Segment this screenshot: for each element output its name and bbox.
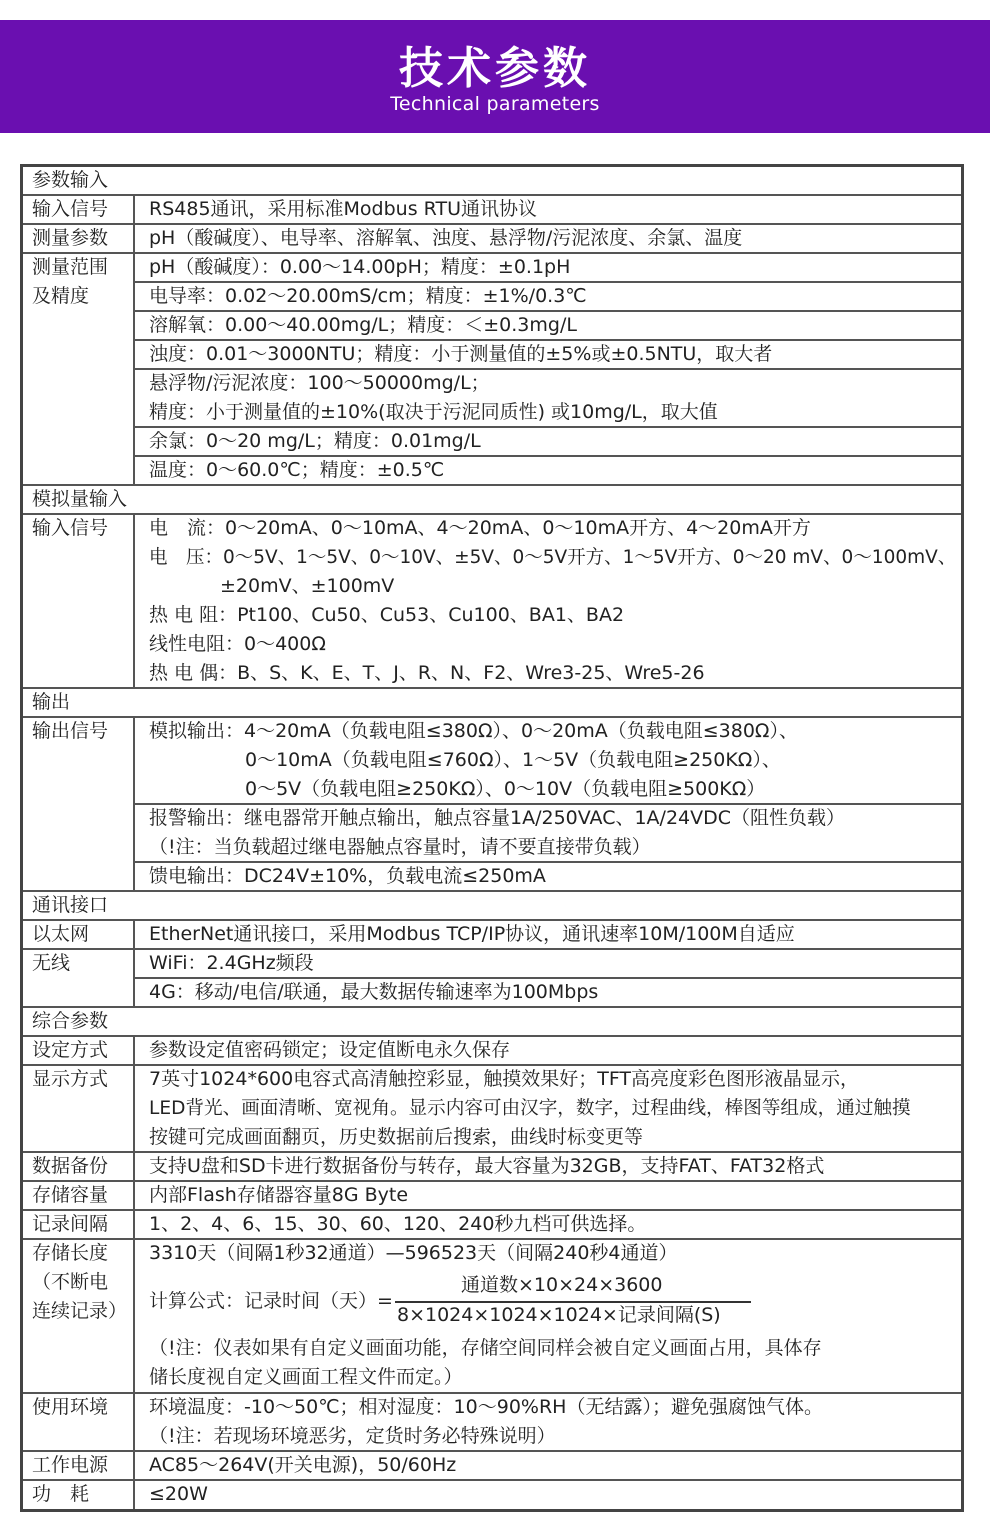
label-setting: 设定方式 [32,1039,109,1061]
label-interval: 记录间隔 [32,1213,109,1235]
section-comm: 通讯接口 [32,894,109,916]
output-line: 报警输出：继电器常开触点输出，触点容量1A/250VAC、1A/24VDC（阻性负载） [149,807,846,829]
range-line: 余氯：0～20 mg/L；精度：0.01mg/L [149,430,481,452]
value-storage: 内部Flash存储器容量8G Byte [149,1184,409,1206]
display-line: 7英寸1024*600电容式高清触控彩显，触摸效果好；TFT高亮度彩色图形液晶显示， [149,1068,860,1090]
page-subtitle: Technical parameters [390,93,600,115]
label-length-3: 连续记录） [32,1300,128,1322]
label-length-2: （不断电 [32,1271,109,1293]
section-output: 输出 [32,691,71,713]
wireless-line: WiFi：2.4GHz频段 [149,952,314,974]
display-line: 按键可完成画面翻页，历史数据前后搜索，曲线时标变更等 [149,1126,644,1148]
length-range: 3310天（间隔1秒32通道）—596523天（间隔240秒4通道） [149,1242,678,1264]
label-measure-params: 测量参数 [32,227,109,249]
value-backup: 支持U盘和SD卡进行数据备份与转存，最大容量为32GB，支持FAT、FAT32格式 [149,1155,825,1177]
length-note: （!注：仪表如果有自定义画面功能，存储空间同样会被自定义画面占用，具体存 [149,1337,822,1359]
range-line: 温度：0～60.0℃；精度：±0.5℃ [149,459,445,481]
formula-denominator: 8×1024×1024×1024×记录间隔(S) [397,1304,721,1326]
value-setting: 参数设定值密码锁定；设定值断电永久保存 [149,1039,511,1061]
output-line: 馈电输出：DC24V±10%，负载电流≤250mA [149,865,546,887]
value-measure-params: pH（酸碱度）、电导率、溶解氧、浊度、悬浮物/污泥浓度、余氯、温度 [149,227,743,249]
label-display: 显示方式 [32,1068,109,1090]
label-power: 工作电源 [32,1454,109,1476]
range-line: 精度：小于测量值的±10%(取决于污泥同质性) 或10mg/L，取大值 [149,401,718,423]
section-analog-input: 模拟量输入 [32,488,128,510]
display-line: LED背光、画面清晰、宽视角。显示内容可由汉字，数字，过程曲线，棒图等组成，通过触摸 [149,1098,911,1119]
page-title: 技术参数 [399,43,591,94]
output-line: 0～10mA（负载电阻≤760Ω）、1～5V（负载电阻≥250KΩ）、 [245,749,781,771]
analog-line: 电 压：0～5V、1～5V、0～10V、±5V、0～5V开方、1～5V开方、0～20 mV、0～100mV、 [149,546,957,568]
range-line: 电导率：0.02～20.00mS/cm；精度：±1%/0.3℃ [149,285,587,307]
label-length: 存储长度 [32,1242,109,1264]
header-banner [0,20,990,133]
spec-table [20,164,964,1512]
label-input-signal: 输入信号 [32,198,109,220]
formula-numerator: 通道数×10×24×3600 [461,1274,663,1296]
range-line: pH（酸碱度）：0.00～14.00pH；精度：±0.1pH [149,256,571,278]
env-line: 环境温度：-10～50℃；相对湿度：10～90%RH（无结露）；避免强腐蚀气体。 [149,1396,823,1418]
analog-line: ±20mV、±100mV [220,575,395,597]
label-ethernet: 以太网 [32,923,90,945]
section-general: 综合参数 [32,1010,109,1032]
wireless-line: 4G：移动/电信/联通，最大数据传输速率为100Mbps [149,981,599,1003]
length-note: 储长度视自定义画面工程文件而定。） [149,1366,463,1388]
value-power: AC85～264V(开关电源)，50/60Hz [149,1454,457,1476]
value-ethernet: EtherNet通讯接口，采用Modbus TCP/IP协议，通讯速率10M/100M自适应 [149,923,795,945]
label-analog-signal: 输入信号 [32,517,109,539]
analog-line: 热 电 阻：Pt100、Cu50、Cu53、Cu100、BA1、BA2 [149,604,625,626]
analog-line: 线性电阻：0～400Ω [149,633,326,655]
label-wireless: 无线 [32,952,71,974]
range-line: 悬浮物/污泥浓度：100～50000mg/L； [149,372,490,394]
section-param-input: 参数输入 [32,169,109,191]
analog-line: 热 电 偶：B、S、K、E、T、J、R、N、F2、Wre3-25、Wre5-26 [149,662,705,684]
env-line: （!注：若现场环境恶劣，定货时务必特殊说明） [149,1425,556,1447]
analog-line: 电 流：0～20mA、0～10mA、4～20mA、0～10mA开方、4～20mA开方 [149,517,811,539]
label-range: 测量范围 [32,256,109,278]
output-line: 0～5V（负载电阻≥250KΩ）、0～10V（负载电阻≥500KΩ） [245,778,766,800]
label-output-signal: 输出信号 [32,720,109,742]
label-backup: 数据备份 [32,1155,109,1177]
value-consumption: ≤20W [149,1483,208,1505]
label-env: 使用环境 [32,1396,109,1418]
label-range-2: 及精度 [32,285,90,307]
output-line: 模拟输出：4～20mA（负载电阻≤380Ω）、0～20mA（负载电阻≤380Ω）、 [149,720,798,742]
label-consumption: 功 耗 [32,1483,90,1505]
formula-label: 计算公式：记录时间（天）= [149,1290,393,1312]
range-line: 浊度：0.01～3000NTU；精度：小于测量值的±5%或±0.5NTU，取大者 [149,343,773,365]
value-interval: 1、2、4、6、15、30、60、120、240秒九档可供选择。 [149,1213,647,1235]
value-input-signal: RS485通讯，采用标准Modbus RTU通讯协议 [149,198,537,220]
label-storage: 存储容量 [32,1184,109,1206]
output-line: （!注：当负载超过继电器触点容量时，请不要直接带负载） [149,836,651,858]
range-line: 溶解氧：0.00～40.00mg/L；精度：＜±0.3mg/L [149,314,577,336]
